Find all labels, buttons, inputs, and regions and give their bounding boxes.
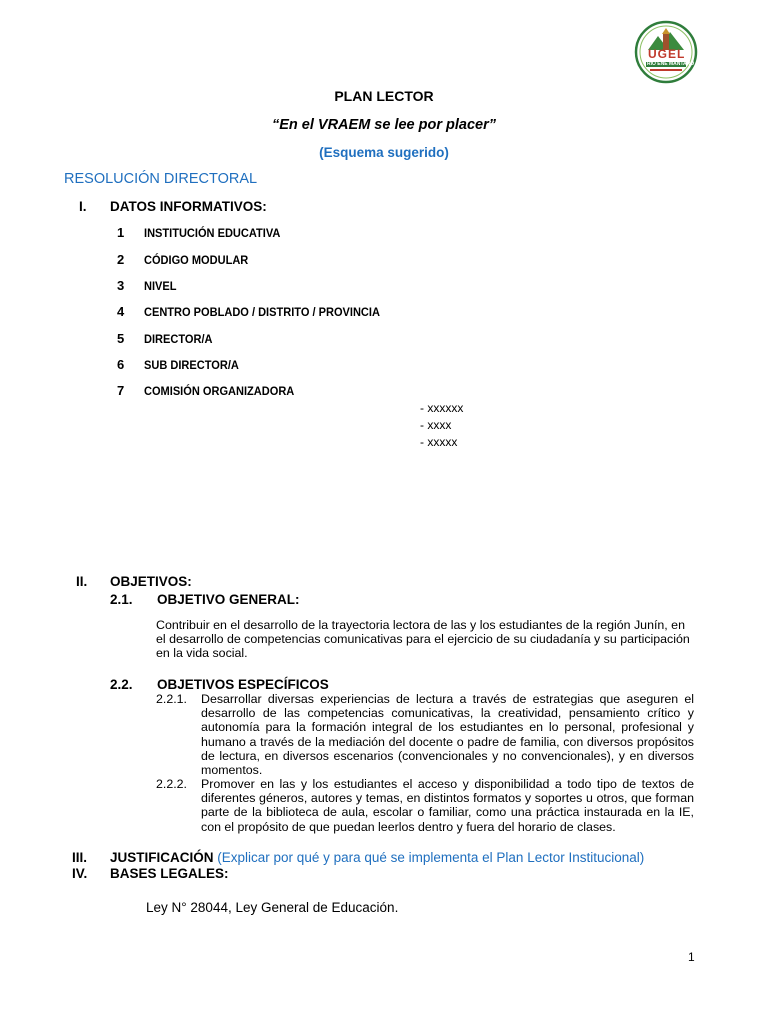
section-2-title: OBJETIVOS: [110, 574, 192, 589]
list-item-number: 1 [117, 225, 125, 240]
list-item-label: COMISIÓN ORGANIZADORA [144, 384, 295, 398]
page-number: 1 [688, 950, 695, 964]
commission-member: - xxxxxx [420, 401, 464, 415]
subsection-2-1-number: 2.1. [110, 592, 133, 607]
document-motto: “En el VRAEM se lee por placer” [271, 117, 497, 133]
resolution-heading: RESOLUCIÓN DIRECTORAL [64, 171, 258, 187]
commission-member: - xxxx [420, 418, 452, 432]
list-item-label: CENTRO POBLADO / DISTRITO / PROVINCIA [144, 305, 380, 319]
list-item-label: DIRECTOR/A [144, 332, 213, 346]
list-item-number: 5 [117, 331, 125, 346]
document-title: PLAN LECTOR [334, 88, 434, 104]
subsection-2-1-title: OBJETIVO GENERAL: [157, 592, 300, 607]
section-2-number: II. [76, 574, 88, 589]
list-item-number: 6 [117, 357, 125, 372]
list-item-number: 7 [117, 383, 125, 398]
list-item-number: 4 [117, 304, 125, 319]
list-item-label: SUB DIRECTOR/A [144, 358, 239, 372]
legal-basis-item: Ley N° 28044, Ley General de Educación. [146, 900, 399, 915]
list-item-number: 3 [117, 278, 125, 293]
section-1-number: I. [79, 199, 87, 214]
section-3-note: (Explicar por qué y para qué se implementa el Plan Lector Institucional) [217, 850, 645, 865]
objective-2-2-1-text: Desarrollar diversas experiencias de lectura a través de estrategias que aseguren el desarrollo de las competencias comunicativas, la creatividad, pensamiento crítico y autonomía para la formación integral de los estudiantes en lo personal, profesional y humano a través de la mediación del docente o padre de familia, con diversos propósitos de lectura, en diversos escenarios (convencionales y no convencionales), y en diversos momentos. [201, 692, 694, 778]
list-item-number: 2 [117, 252, 125, 267]
general-objective-text: Contribuir en el desarrollo de la trayectoria lectora de las y los estudiantes de la región Junín, en el desarrollo de competencias comunicativas para el ejercicio de su ciudadanía y su participación en la vida social. [156, 618, 690, 661]
objective-2-2-2-text: Promover en las y los estudiantes el acceso y disponibilidad a todo tipo de textos de diferentes géneros, autores y temas, en distintos formatos y soportes u otros, que forman parte de la biblioteca de aula, escolar o familiar, como una práctica instaurada en la IE, con el propósito de que puedan leerlos dentro y fuera del horario de clases. [201, 777, 694, 834]
commission-member: - xxxxx [420, 435, 458, 449]
logo-text-main: UGEL [648, 47, 686, 61]
section-4-title: BASES LEGALES: [110, 866, 229, 881]
subsection-2-2-number: 2.2. [110, 677, 133, 692]
list-item-label: NIVEL [144, 279, 177, 293]
logo-text-sub: RÍO ENE MANTARO [647, 61, 695, 67]
objective-2-2-1-number: 2.2.1. [156, 692, 188, 706]
section-3-number: III. [72, 850, 88, 865]
list-item-label: CÓDIGO MODULAR [144, 253, 249, 267]
list-item-label: INSTITUCIÓN EDUCATIVA [144, 226, 281, 240]
scheme-note: (Esquema sugerido) [319, 145, 449, 160]
section-3-title: JUSTIFICACIÓN [110, 850, 214, 865]
ugel-logo-icon [634, 20, 698, 84]
section-4-number: IV. [72, 866, 88, 881]
subsection-2-2-title: OBJETIVOS ESPECÍFICOS [157, 677, 329, 692]
section-1-title: DATOS INFORMATIVOS: [110, 199, 267, 214]
objective-2-2-2-number: 2.2.2. [156, 777, 188, 791]
section-3-heading [110, 850, 644, 865]
